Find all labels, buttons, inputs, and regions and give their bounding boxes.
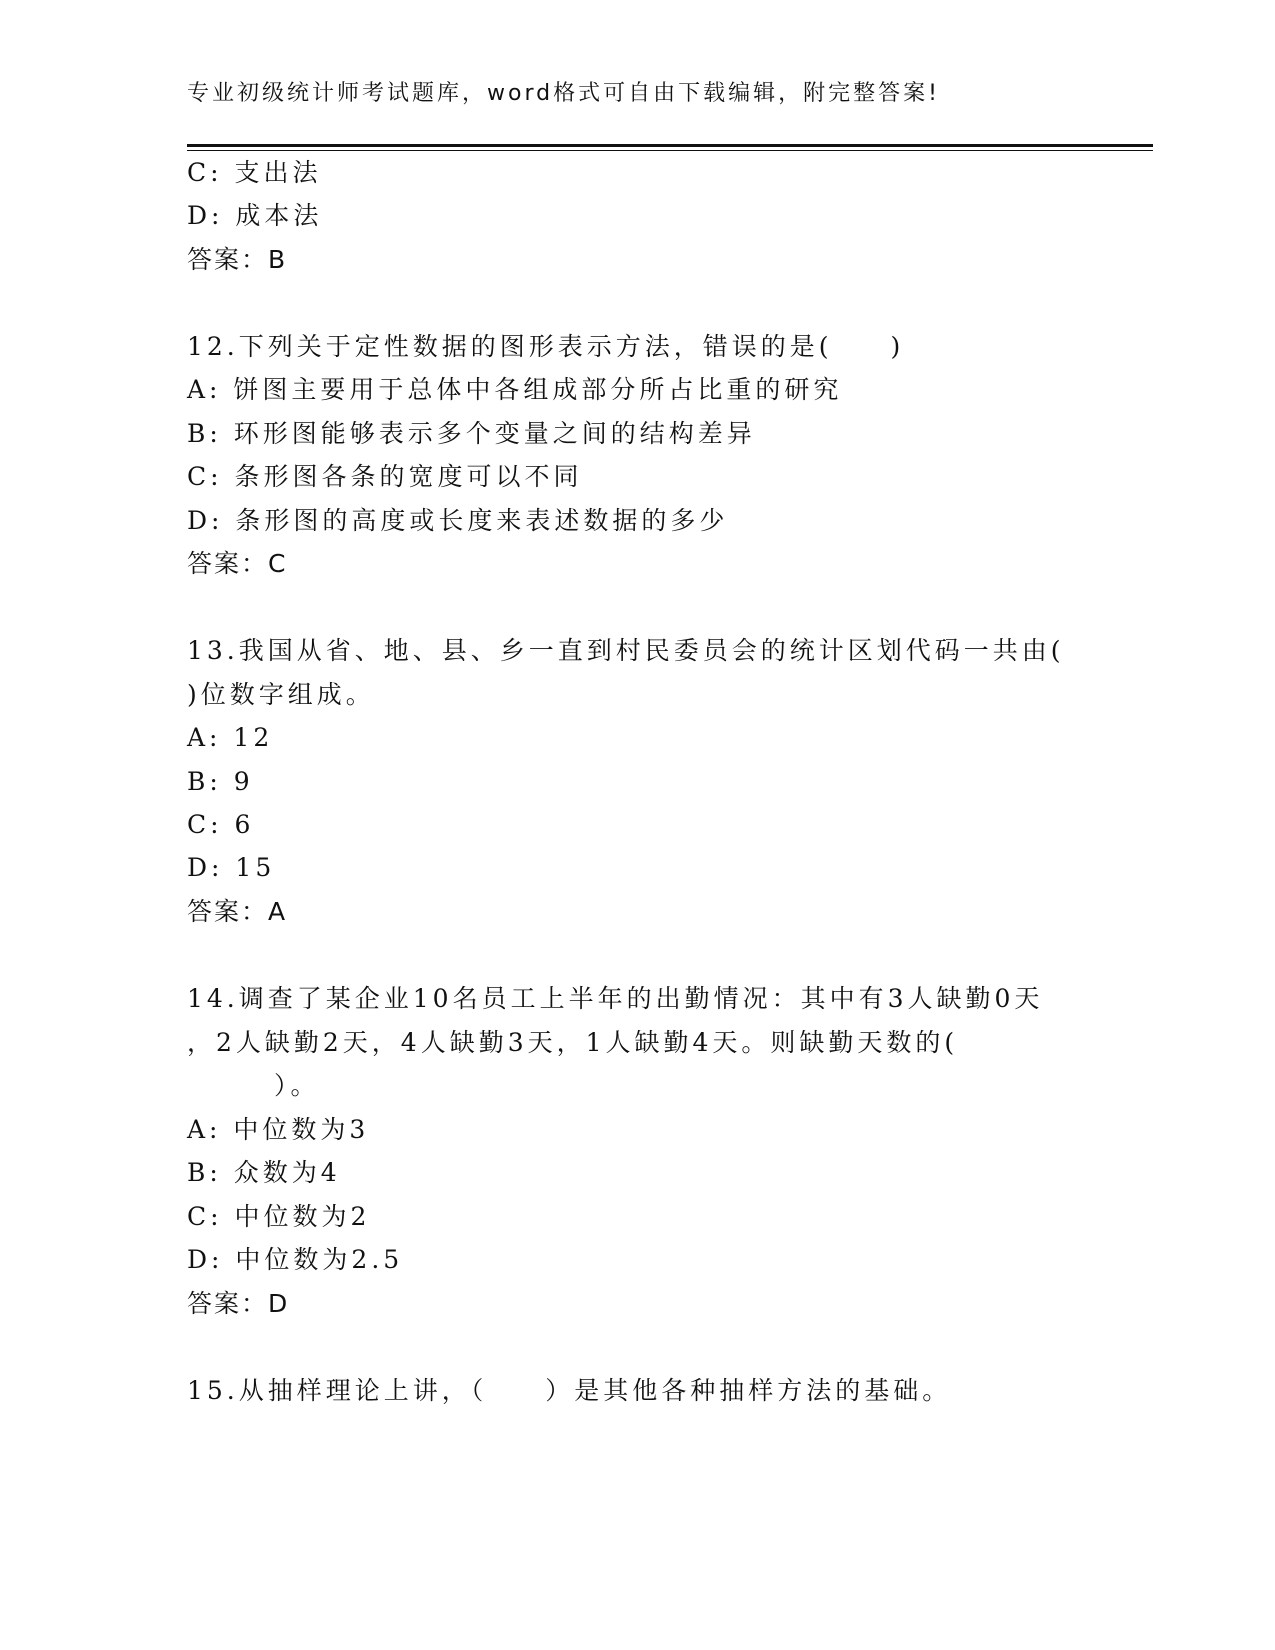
option-d: D: 15 [187, 853, 276, 882]
question-14-cont: ）。 [187, 1071, 320, 1100]
option-c: C: 中位数为2 [187, 1202, 371, 1231]
page-header: 专业初级统计师考试题库，word格式可自由下载编辑，附完整答案! [187, 81, 940, 106]
option-a: A: 12 [187, 723, 274, 752]
option-b: B: 9 [187, 767, 254, 796]
option-a: A: 饼图主要用于总体中各组成部分所占比重的研究 [187, 375, 843, 404]
answer: 答案：C [187, 549, 288, 578]
option-a: A: 中位数为3 [187, 1115, 370, 1144]
answer: 答案：B [187, 245, 288, 274]
header-rule-thick [187, 144, 1153, 147]
question-14: 14.调查了某企业10名员工上半年的出勤情况：其中有3人缺勤0天 [187, 984, 1044, 1013]
option-b: B: 环形图能够表示多个变量之间的结构差异 [187, 419, 756, 448]
question-12: 12.下列关于定性数据的图形表示方法，错误的是( ) [187, 332, 905, 361]
option-c: C: 条形图各条的宽度可以不同 [187, 462, 583, 491]
option-d: D: 成本法 [187, 201, 323, 230]
option-d: D: 条形图的高度或长度来表述数据的多少 [187, 506, 729, 535]
answer: 答案：D [187, 1289, 290, 1318]
header-rule-thin [187, 150, 1153, 151]
option-c: C: 支出法 [187, 158, 322, 187]
question-14-cont: ，2人缺勤2天，4人缺勤3天，1人缺勤4天。则缺勤天数的( [187, 1028, 959, 1057]
question-13-cont: )位数字组成。 [187, 680, 375, 709]
question-15: 15.从抽样理论上讲，（ ）是其他各种抽样方法的基础。 [187, 1376, 952, 1405]
answer: 答案：A [187, 897, 288, 926]
question-13: 13.我国从省、地、县、乡一直到村民委员会的统计区划代码一共由( [187, 636, 1065, 665]
option-c: C: 6 [187, 810, 255, 839]
option-b: B: 众数为4 [187, 1158, 341, 1187]
option-d: D: 中位数为2.5 [187, 1245, 404, 1274]
